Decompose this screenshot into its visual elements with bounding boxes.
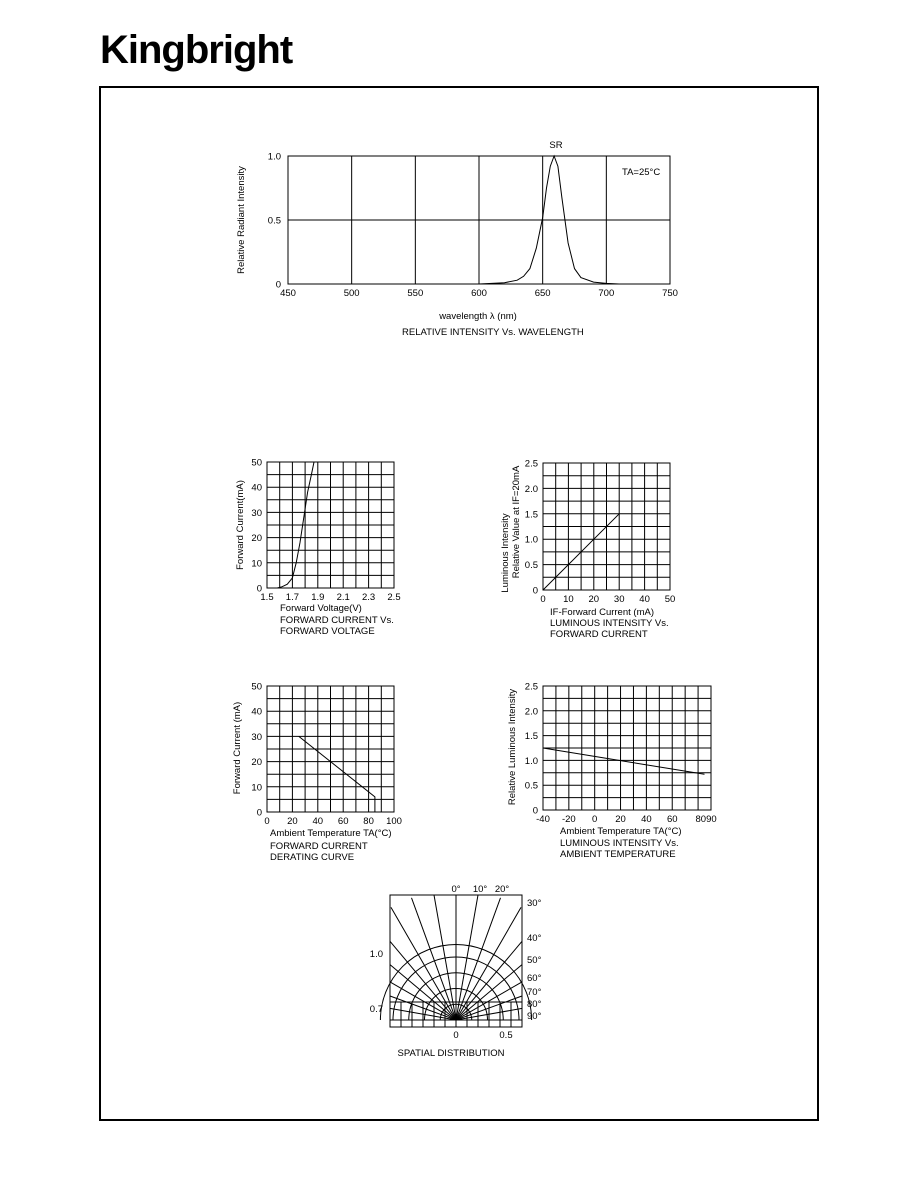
x-tick-label: -20: [561, 814, 576, 825]
y-tick-label: 0: [275, 279, 281, 291]
x-tick-label: 60: [666, 814, 678, 825]
y-tick-label: 50: [251, 457, 262, 469]
y-tick-label: 20: [251, 757, 262, 769]
x-axis-label: Ambient Temperature TA(°C): [560, 826, 682, 837]
y-tick-label: 30: [251, 731, 262, 743]
x-axis-label: wavelength λ (nm): [439, 311, 517, 322]
angle-label: 40°: [527, 933, 542, 944]
chart-title: FORWARD CURRENT: [550, 629, 648, 640]
x-tick-label: -40: [536, 814, 550, 825]
x-tick-label: 1.7: [285, 592, 300, 603]
x-tick-label: 650: [534, 288, 551, 299]
luminous-vs-temperature-chart: [507, 682, 717, 861]
chart-title: FORWARD CURRENT Vs.: [280, 615, 394, 626]
x-tick-label: 0: [264, 816, 270, 827]
y-tick-label: 1.5: [524, 509, 538, 521]
chart-title: FORWARD CURRENT: [270, 841, 368, 852]
luminous-vs-current-chart: [500, 459, 675, 641]
y-tick-label: 0.5: [524, 780, 538, 792]
y-tick-label: 1.0: [267, 151, 281, 163]
y-tick-label: 1.5: [524, 731, 538, 743]
x-tick-label: 1.5: [260, 592, 274, 603]
y-axis-label: Relative Luminous Intensity: [507, 688, 518, 806]
x-tick-label: 20: [615, 814, 626, 825]
angle-label: 20°: [494, 884, 510, 895]
x-tick-label: 750: [662, 288, 678, 299]
angle-label: 0°: [451, 884, 461, 895]
y-tick-label: 50: [251, 681, 262, 693]
x-tick-label: 60: [337, 816, 349, 827]
x-tick-label: 0: [540, 594, 546, 605]
y-tick-label: 0: [532, 585, 538, 597]
x-tick-label: 30: [613, 594, 625, 605]
x-tick-label: 20: [287, 816, 298, 827]
angle-label: 70°: [527, 987, 542, 998]
chart-title: DERATING CURVE: [270, 852, 355, 863]
y-axis-label: Relative Radiant Intensity: [236, 166, 247, 274]
x-tick-label: 500: [343, 288, 360, 299]
chart-annotation: TA=25°C: [622, 167, 661, 178]
angle-label: 30°: [527, 898, 542, 909]
angle-label: 80°: [527, 999, 542, 1010]
chart-annotation: SR: [549, 140, 563, 151]
chart-title: LUMINOUS INTENSITY Vs.: [560, 838, 679, 849]
chart-title: AMBIENT TEMPERATURE: [560, 849, 676, 860]
chart-title: FORWARD VOLTAGE: [280, 626, 375, 637]
series-line: [543, 748, 705, 774]
y-tick-label: 40: [251, 706, 262, 718]
spectrum-chart: [236, 140, 678, 338]
y-tick-label: 20: [251, 533, 262, 545]
x-axis-label: IF-Forward Current (mA): [550, 607, 654, 618]
y-tick-label: 40: [251, 482, 262, 494]
y-tick-label: 2.0: [524, 483, 538, 495]
x-axis-label: Forward Voltage(V): [280, 603, 362, 614]
y-tick-label: 30: [251, 507, 262, 519]
angle-label: 90°: [527, 1011, 542, 1022]
x-tick-label: 0.5: [499, 1030, 513, 1041]
y-tick-label: 1.0: [524, 534, 538, 546]
y-tick-label: 0: [532, 805, 538, 817]
chart-title: SPATIAL DISTRIBUTION: [397, 1048, 505, 1059]
radius-label: 1.0: [369, 949, 383, 960]
y-tick-label: 10: [251, 782, 262, 794]
x-tick-label: 10: [563, 594, 574, 605]
angle-label: 50°: [527, 955, 542, 966]
chart-title: RELATIVE INTENSITY Vs. WAVELENGTH: [402, 327, 584, 338]
angle-label: 10°: [472, 884, 488, 895]
y-tick-label: 2.5: [524, 458, 538, 470]
y-tick-label: 1.0: [524, 755, 538, 767]
iv-chart: [235, 458, 401, 638]
radius-label: 0.7: [369, 1004, 383, 1015]
y-tick-label: 0.5: [524, 560, 538, 572]
x-tick-label: 40: [639, 594, 650, 605]
y-tick-label: 0: [256, 583, 262, 595]
x-tick-label: 550: [407, 288, 424, 299]
x-tick-label: 8090: [695, 814, 717, 825]
x-tick-label: 2.5: [387, 592, 401, 603]
y-tick-label: 10: [251, 558, 262, 570]
angle-label: 60°: [527, 973, 542, 984]
x-tick-label: 0: [592, 814, 598, 825]
y-axis-label: Forward Current (mA): [232, 701, 243, 795]
chart-title: LUMINOUS INTENSITY Vs.: [550, 618, 669, 629]
x-tick-label: 2.1: [336, 592, 350, 603]
y-tick-label: 2.0: [524, 706, 538, 718]
x-tick-label: 450: [280, 288, 296, 299]
y-axis-label: Forward Current(mA): [235, 480, 246, 570]
x-tick-label: 700: [598, 288, 615, 299]
x-tick-label: 40: [312, 816, 324, 827]
y-axis-label: Relative Value at IF=20mA: [511, 465, 522, 579]
y-axis-label: Luminous Intensity: [500, 513, 511, 593]
x-tick-label: 1.9: [311, 592, 325, 603]
x-tick-label: 600: [471, 288, 487, 299]
derating-chart: [232, 682, 402, 864]
spatial-distribution-chart: [370, 884, 542, 1059]
x-tick-label: 80: [363, 816, 374, 827]
y-tick-label: 0.5: [267, 215, 281, 227]
kingbright-logo: Kingbright: [100, 28, 293, 72]
x-tick-label: 50: [664, 594, 676, 605]
x-tick-label: 20: [588, 594, 600, 605]
x-tick-label: 0: [453, 1030, 459, 1041]
x-tick-label: 2.3: [361, 592, 376, 603]
x-axis-label: Ambient Temperature TA(°C): [270, 828, 392, 839]
y-tick-label: 2.5: [524, 681, 538, 693]
x-tick-label: 40: [641, 814, 652, 825]
y-tick-label: 0: [256, 807, 262, 819]
x-tick-label: 100: [386, 816, 402, 827]
